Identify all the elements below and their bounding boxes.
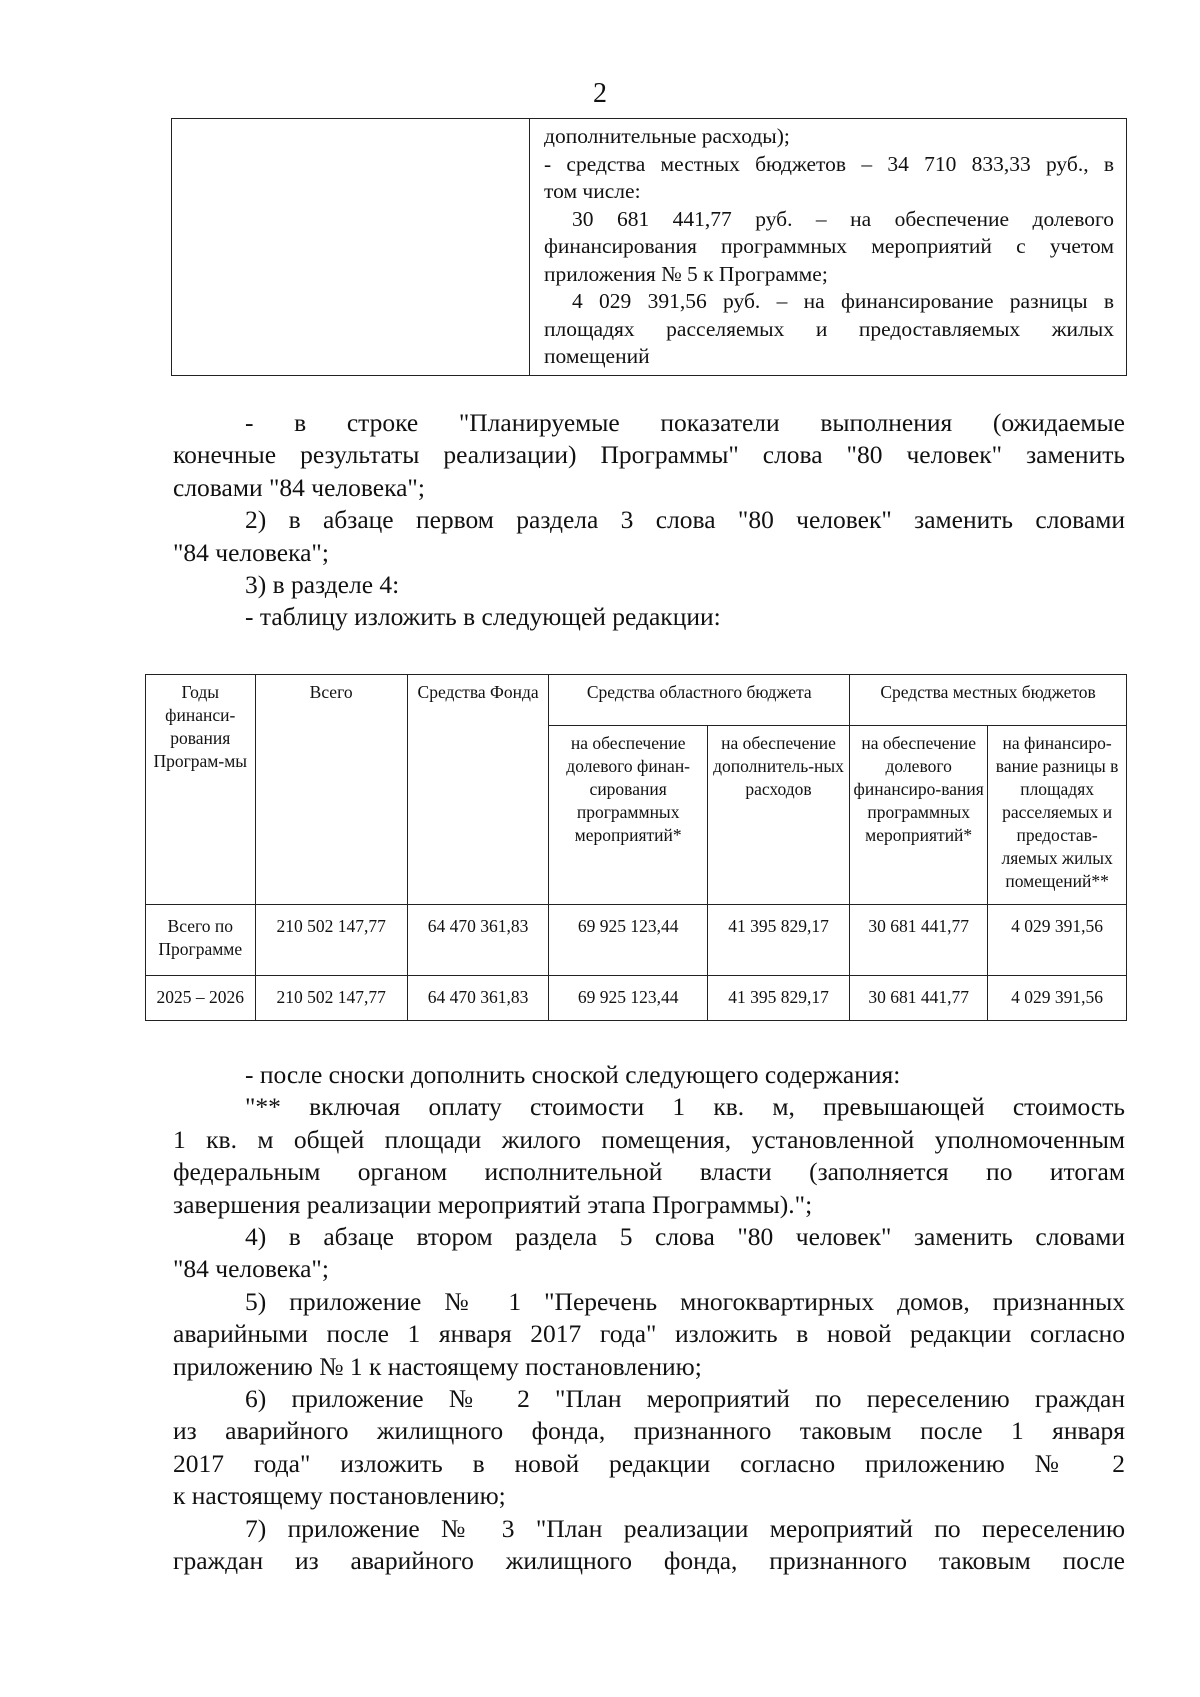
- header-local-share: на обеспечение долевого финансиро-вания программных мероприятий*: [850, 726, 988, 905]
- page-number: 2: [593, 78, 607, 109]
- value-local-area-difference: 4 029 391,56: [988, 905, 1127, 976]
- header-years: Годы финанси-рования Програм-мы: [146, 675, 256, 905]
- paragraph-line: из аварийного жилищного фонда, признанного таковым после 1 января: [173, 1416, 1125, 1446]
- continuation-table-empty-cell: [172, 119, 530, 376]
- table-row: [146, 905, 1127, 976]
- paragraph-line: федеральным органом исполнительной власти (заполняется по итогам: [173, 1157, 1125, 1187]
- table-text-line: - средства местных бюджетов – 34 710 833,33 руб., в: [544, 151, 1114, 176]
- table-text-line: дополнительные расходы);: [544, 124, 790, 148]
- value-local-share: 30 681 441,77: [850, 976, 988, 1021]
- value-local-share: 30 681 441,77: [850, 905, 988, 976]
- value-local-area-difference: 4 029 391,56: [988, 976, 1127, 1021]
- paragraph-line: - после сноски дополнить сноской следующего содержания:: [245, 1060, 901, 1089]
- value-regional-share: 69 925 123,44: [549, 976, 707, 1021]
- paragraph-line: "84 человека";: [173, 1254, 329, 1284]
- amendment-paragraphs-1: [173, 407, 1125, 634]
- paragraph-line: 3) в разделе 4:: [245, 570, 400, 600]
- table-text-line: площадях расселяемых и предоставляемых жилых: [544, 316, 1114, 341]
- paragraph-line: - в строке "Планируемые показатели выполнения (ожидаемые: [245, 408, 1125, 437]
- value-total: 210 502 147,77: [255, 905, 407, 976]
- table-text-line: финансирования программных мероприятий с учетом: [544, 234, 1114, 258]
- table-text-line: помещений: [544, 344, 650, 368]
- paragraph-line: 1 кв. м общей площади жилого помещения, установленной уполномоченным: [173, 1124, 1125, 1154]
- value-regional-additional: 41 395 829,17: [707, 976, 849, 1021]
- value-fund: 64 470 361,83: [407, 905, 549, 976]
- paragraph-line: 2) в абзаце первом раздела 3 слова "80 человек" заменить словами: [245, 505, 1125, 535]
- paragraph-line: 4) в абзаце втором раздела 5 слова "80 человек" заменить словами: [245, 1222, 1125, 1252]
- header-total: Всего: [255, 675, 407, 905]
- row-label: 2025 – 2026: [146, 976, 256, 1021]
- value-regional-share: 69 925 123,44: [549, 905, 707, 976]
- table-text-line: 4 029 391,56 руб. – на финансирование разницы в: [572, 289, 1114, 313]
- paragraph-line: - таблицу изложить в следующей редакции:: [245, 602, 721, 632]
- paragraph-line: граждан из аварийного жилищного фонда, признанного таковым после: [173, 1546, 1125, 1576]
- paragraph-line: аварийными после 1 января 2017 года" изложить в новой редакции согласно: [173, 1319, 1125, 1349]
- paragraph-line: завершения реализации мероприятий этапа Программы).";: [173, 1189, 813, 1219]
- header-local-budgets: Средства местных бюджетов: [850, 675, 1127, 726]
- value-regional-additional: 41 395 829,17: [707, 905, 849, 976]
- paragraph-line: конечные результаты реализации) Программы" слова "80 человек" заменить: [173, 440, 1125, 470]
- continuation-table: [171, 118, 1127, 376]
- value-fund: 64 470 361,83: [407, 976, 549, 1021]
- continuation-table-content-cell: [530, 119, 1127, 376]
- header-regional-additional: на обеспечение дополнитель-ных расходов: [707, 726, 849, 905]
- header-fund: Средства Фонда: [407, 675, 549, 905]
- paragraph-line: словами "84 человека";: [173, 472, 425, 502]
- row-label: Всего по Программе: [146, 905, 256, 976]
- paragraph-line: 2017 года" изложить в новой редакции согласно приложению № 2: [173, 1448, 1125, 1478]
- paragraph-line: "** включая оплату стоимости 1 кв. м, превышающей стоимость: [245, 1092, 1125, 1122]
- paragraph-line: 5) приложение № 1 "Перечень многоквартирных домов, признанных: [245, 1286, 1125, 1316]
- table-text-line: 30 681 441,77 руб. – на обеспечение долевого: [572, 206, 1114, 231]
- header-local-area-difference: на финансиро-вание разницы в площадях расселяемых и предостав-ляемых жилых помещений**: [988, 726, 1127, 905]
- amendment-paragraphs-2: [173, 1059, 1125, 1578]
- paragraph-line: 7) приложение № 3 "План реализации мероприятий по переселению: [245, 1513, 1125, 1543]
- value-total: 210 502 147,77: [255, 976, 407, 1021]
- table-text-line: том числе:: [544, 179, 641, 203]
- paragraph-line: к настоящему постановлению;: [173, 1481, 506, 1511]
- header-regional-share: на обеспечение долевого финан-сирования программных мероприятий*: [549, 726, 707, 905]
- paragraph-line: "84 человека";: [173, 537, 329, 567]
- header-regional-budget: Средства областного бюджета: [549, 675, 850, 726]
- table-text-line: приложения № 5 к Программе;: [544, 261, 828, 286]
- table-row: [146, 976, 1127, 1021]
- paragraph-line: 6) приложение № 2 "План мероприятий по переселению граждан: [245, 1384, 1125, 1414]
- financing-table: [145, 674, 1127, 1021]
- paragraph-line: приложению № 1 к настоящему постановлению;: [173, 1351, 702, 1381]
